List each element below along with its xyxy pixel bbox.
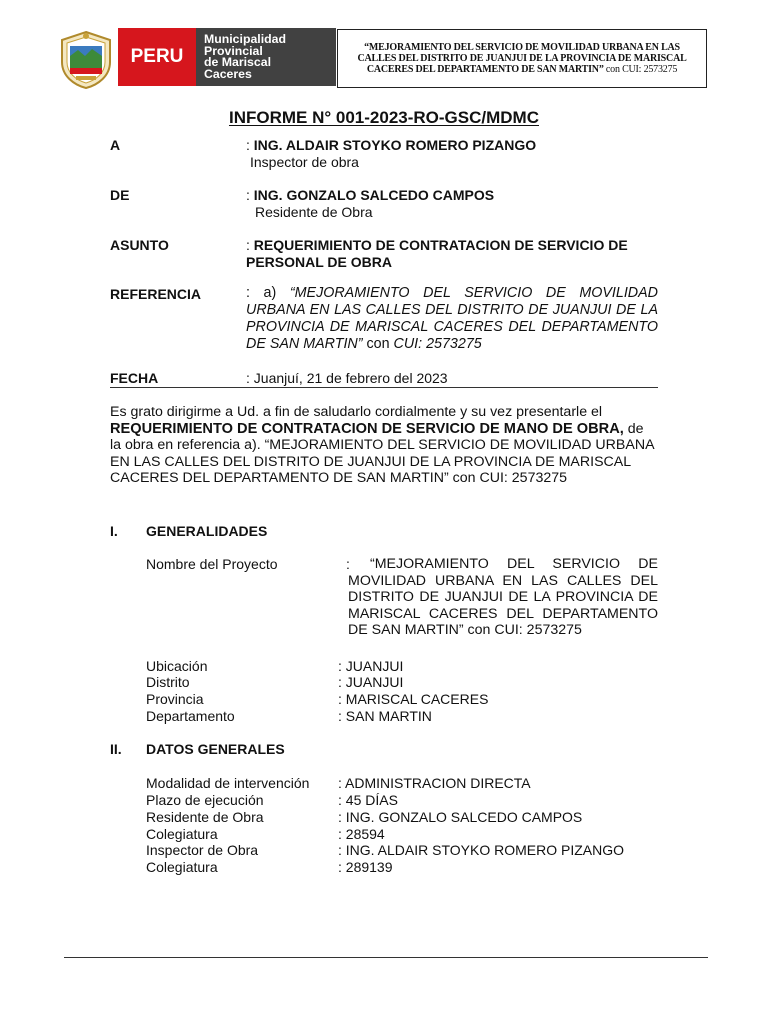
from-role: Residente de Obra	[255, 204, 373, 220]
intro-paragraph	[110, 404, 658, 487]
brand-name	[196, 28, 336, 86]
section-1-number: I.	[110, 523, 118, 539]
brand-line: Municipalidad	[204, 32, 286, 46]
intro-part-2: de la obra en referencia a). “MEJORAMIENTO DEL SERVICIO DE MOVILIDAD URBANA EN LAS CALLES DEL DISTRITO DE JUANJUI DE LA PROVINCIA DE MARISCAL CACERES DEL DEPARTAMENTO DE SAN MARTIN” con CUI: 2573275	[110, 420, 654, 487]
inspector-value: : ING. ALDAIR STOYKO ROMERO PIZANGO	[338, 842, 625, 858]
district-value: : JUANJUI	[338, 674, 404, 690]
brand-line: de Mariscal	[204, 55, 271, 70]
from-name: ING. GONZALO SALCEDO CAMPOS	[253, 187, 495, 203]
memo-divider	[110, 387, 658, 388]
reference-cui-pre: con	[362, 336, 394, 352]
reference-project: “MEJORAMIENTO DEL SERVICIO DE MOVILIDAD URBANA EN LAS CALLES DEL DISTRITO DE JUANJUI DE LA PROVINCIA DE MARISCAL CACERES DEL DEPARTAMENTO DE SAN MARTIN”	[246, 285, 658, 352]
municipal-seal-icon	[58, 30, 114, 90]
modality-value: : ADMINISTRACION DIRECTA	[338, 775, 531, 791]
reference-text	[246, 285, 658, 353]
project-name-colon: :	[346, 556, 350, 572]
document-header	[0, 0, 768, 110]
resident-value: : ING. GONZALO SALCEDO CAMPOS	[338, 809, 583, 825]
to-label: A	[110, 137, 121, 153]
inspector-registration-value: : 289139	[338, 859, 393, 875]
term-value: : 45 DÍAS	[338, 792, 398, 808]
location-label: Ubicación	[146, 658, 208, 674]
from-label: DE	[110, 187, 130, 203]
subject-line-1	[246, 237, 628, 253]
brand-line: Provincial	[204, 43, 263, 58]
project-header-main: “MEJORAMIENTO DEL SERVICIO DE MOVILIDAD URBANA EN LAS CALLES DEL DISTRITO DE JUANJUI DE LA PROVINCIA DE MARISCAL CACERES DEL DEPARTAMENTO DE SAN MARTIN”	[357, 42, 687, 75]
colon: :	[246, 137, 250, 153]
to-role: Inspector de obra	[250, 154, 359, 170]
resident-registration-label: Colegiatura	[146, 826, 218, 842]
province-value: : MARISCAL CACERES	[338, 691, 489, 707]
brand-line: Caceres	[204, 66, 252, 81]
to-name: ING. ALDAIR STOYKO ROMERO PIZANGO	[253, 137, 537, 153]
department-value: : SAN MARTIN	[338, 708, 432, 724]
modality-label: Modalidad de intervención	[146, 775, 310, 791]
project-name-label: Nombre del Proyecto	[146, 556, 278, 572]
section-2-title: DATOS GENERALES	[146, 741, 285, 757]
project-name-value: “MEJORAMIENTO DEL SERVICIO DE MOVILIDAD URBANA EN LAS CALLES DEL DISTRITO DE JUANJUI DE LA PROVINCIA DE MARISCAL CACERES DEL DEPARTAMENTO DE SAN MARTIN” con CUI: 2573275	[348, 556, 658, 638]
district-label: Distrito	[146, 674, 190, 690]
section-2-number: II.	[110, 741, 122, 757]
report-title: INFORME N° 001-2023-RO-GSC/MDMC	[228, 108, 539, 127]
intro-part-1: Es grato dirigirme a Ud. a fin de saludarlo cordialmente y su vez presentarle el	[110, 404, 603, 420]
footer-divider	[64, 957, 708, 958]
inspector-registration-label: Colegiatura	[146, 859, 218, 875]
to-value	[246, 137, 536, 153]
subject-label: ASUNTO	[110, 237, 169, 253]
intro-bold: REQUERIMIENTO DE CONTRATACION DE SERVICIO DE MANO DE OBRA,	[110, 420, 624, 437]
date-label: FECHA	[110, 370, 159, 386]
project-header-text	[348, 42, 696, 75]
subject-text-1: REQUERIMIENTO DE CONTRATACION DE SERVICIO DE	[253, 237, 628, 253]
province-label: Provincia	[146, 691, 204, 707]
reference-cui: CUI: 2573275	[393, 336, 482, 352]
project-header-box	[337, 29, 707, 88]
from-value	[246, 187, 494, 203]
subject-line-2: PERSONAL DE OBRA	[246, 254, 392, 270]
reference-label: REFERENCIA	[110, 286, 202, 302]
resident-label: Residente de Obra	[146, 809, 264, 825]
date-value: : Juanjuí, 21 de febrero del 2023	[246, 370, 448, 386]
inspector-label: Inspector de Obra	[146, 842, 259, 858]
resident-registration-value: : 28594	[338, 826, 385, 842]
section-1-title: GENERALIDADES	[146, 523, 268, 539]
brand-country: PERU	[118, 28, 196, 86]
location-value: : JUANJUI	[338, 658, 404, 674]
department-label: Departamento	[146, 708, 235, 724]
project-header-cui: con CUI: 2573275	[603, 64, 678, 75]
colon: :	[246, 187, 250, 203]
reference-prefix: : a)	[246, 285, 290, 301]
colon: :	[246, 237, 250, 253]
term-label: Plazo de ejecución	[146, 792, 264, 808]
municipality-brand	[118, 28, 336, 86]
